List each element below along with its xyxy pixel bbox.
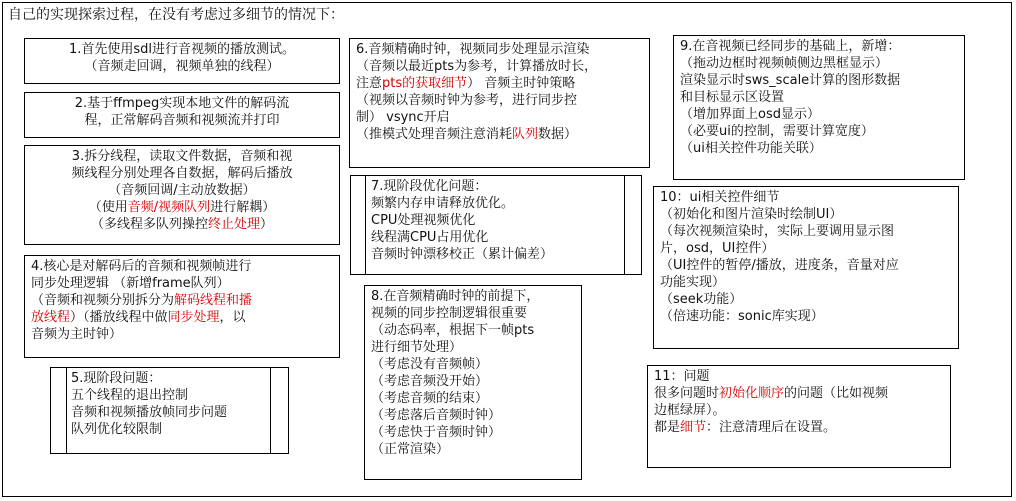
box-line	[371, 246, 635, 263]
box-line	[660, 308, 952, 325]
box-line	[31, 216, 333, 233]
body-text: 6.音频精确时钟，视频同步处理显示渲染	[356, 42, 590, 57]
body-text: ）（播放线程中做	[70, 310, 168, 325]
box-line	[654, 419, 944, 436]
box-line	[356, 109, 643, 126]
box-line	[31, 326, 333, 343]
box-line	[371, 212, 635, 229]
body-text: 音频和视频播放帧同步问题	[71, 405, 228, 420]
box-line	[371, 229, 635, 246]
step-9-box	[673, 35, 965, 180]
body-text: 进行解耦）	[210, 200, 276, 215]
body-text: 7.现阶段优化问题：	[371, 179, 488, 194]
box-line	[31, 199, 333, 216]
body-text: （音频走回调，视频单独的线程）	[84, 59, 280, 74]
body-text: 很多问题时	[654, 386, 720, 401]
body-text: （UI控件的暂停/播放，进度条，音量对应	[660, 258, 899, 273]
body-text: 都是	[654, 420, 681, 435]
box-line	[356, 92, 643, 109]
box-line	[31, 182, 333, 199]
box-line	[371, 322, 575, 339]
body-text: 频线程分别处理各自数据，解码后播放	[71, 166, 293, 181]
body-text: 11：问题	[654, 369, 710, 384]
box-line	[660, 189, 952, 206]
body-text: （考虑音频没开始）	[371, 374, 489, 389]
highlight-text: 终止处理	[207, 217, 260, 232]
page-title: 自己的实现探索过程，在没有考虑过多细节的情况下：	[8, 7, 344, 23]
highlight-text: pts的获取细节	[382, 76, 468, 91]
step-5-box	[50, 367, 289, 454]
box-line	[31, 112, 333, 129]
body-text: ） 音频主时钟策略	[467, 76, 576, 91]
body-text: 频繁内存申请释放优化。	[371, 196, 515, 211]
body-text: 队列优化较限制	[71, 422, 163, 437]
highlight-text: 音频/视频队列	[127, 200, 211, 215]
step-11-box	[647, 365, 951, 468]
body-text: 制） vsync开启	[356, 110, 450, 125]
body-text: 片，osd，UI控件）	[660, 241, 775, 256]
body-text: 4.核心是对解码后的音频和视频帧进行	[31, 259, 252, 274]
step-5-right-bar	[270, 367, 271, 454]
body-text: （增加界面上osd显示）	[680, 107, 820, 122]
body-text: （考虑快于音频时钟）	[371, 425, 502, 440]
box-line	[71, 387, 282, 404]
box-line	[371, 288, 575, 305]
body-text: （初始化和图片渲染时绘制UI）	[660, 207, 843, 222]
body-text: （考虑音频的结束）	[371, 391, 489, 406]
body-text: ）	[260, 217, 274, 232]
box-line	[31, 309, 333, 326]
highlight-text: 队列	[512, 127, 539, 142]
box-line	[680, 106, 958, 123]
body-text: （多线程多队列操控	[90, 217, 208, 232]
box-line	[71, 404, 282, 421]
box-line	[371, 373, 575, 390]
box-line	[31, 165, 333, 182]
box-line	[660, 206, 952, 223]
box-line	[654, 385, 944, 402]
box-line	[371, 356, 575, 373]
box-line	[680, 72, 958, 89]
body-text: （拖动边框时视频帧侧边黑框显示）	[680, 56, 889, 71]
box-line	[660, 291, 952, 308]
body-text: 进行细节处理）	[371, 340, 463, 355]
body-text: 10：ui相关控件细节	[660, 190, 780, 205]
box-line	[371, 407, 575, 424]
step-2-box	[24, 92, 340, 138]
step-3-box	[24, 145, 340, 245]
box-line	[371, 441, 575, 458]
box-line	[371, 390, 575, 407]
box-line	[356, 126, 643, 143]
box-line	[31, 95, 333, 112]
body-text: （ui相关控件功能关联）	[680, 141, 822, 156]
step-7-left-bar	[365, 175, 366, 275]
box-line	[680, 55, 958, 72]
step-4-box	[24, 255, 340, 358]
box-line	[71, 421, 282, 438]
body-text: 视频的同步控制逻辑很重要	[371, 306, 528, 321]
body-text: 9.在音视频已经同步的基础上，新增：	[680, 39, 901, 54]
body-text: 功能实现）	[660, 275, 726, 290]
box-line	[680, 89, 958, 106]
step-5-left-bar	[66, 367, 67, 454]
box-line	[680, 123, 958, 140]
body-text: 8.在音频精确时钟的前提下，	[371, 289, 540, 304]
body-text: 和目标显示区设置	[680, 90, 785, 105]
box-line	[356, 41, 643, 58]
body-text: （动态码率，根据下一帧pts	[371, 323, 535, 338]
body-text: 2.基于ffmpeg实现本地文件的解码流	[74, 96, 290, 111]
box-line	[654, 368, 944, 385]
box-line	[654, 402, 944, 419]
body-text: 5.现阶段问题：	[71, 371, 162, 386]
body-text: CPU处理视频优化	[371, 213, 476, 228]
box-line	[371, 195, 635, 212]
body-text: （视频以音频时钟为参考，进行同步控	[356, 93, 578, 108]
box-line	[356, 58, 643, 75]
body-text: ：注意清理后在设置。	[706, 420, 837, 435]
body-text: 音频为主时钟）	[31, 327, 123, 342]
highlight-text: 细节	[680, 420, 707, 435]
highlight-text: 解码线程和播	[174, 293, 253, 308]
step-10-box	[653, 186, 959, 349]
highlight-text: 放线程	[31, 310, 71, 325]
box-line	[31, 275, 333, 292]
box-line	[31, 258, 333, 275]
step-1-box	[24, 38, 340, 84]
body-text: （倍速功能：sonic库实现）	[660, 309, 824, 324]
box-line	[660, 223, 952, 240]
body-text: 渲染显示时sws_scale计算的图形数据	[680, 73, 901, 88]
box-line	[371, 305, 575, 322]
box-line	[31, 58, 333, 75]
body-text: 程，正常解码音频和视频流并打印	[84, 113, 280, 128]
step-6-box	[349, 38, 650, 168]
body-text: 五个线程的退出控制	[71, 388, 189, 403]
body-text: （推模式处理音频注意消耗	[356, 127, 513, 142]
body-text: （音频回调/主动放数据）	[108, 183, 256, 198]
body-text: 的问题（比如视频	[784, 386, 889, 401]
box-line	[371, 339, 575, 356]
body-text: 3.拆分线程，读取文件数据，音频和视	[71, 149, 293, 164]
body-text: （必要ui的控制，需要计算宽度）	[680, 124, 874, 139]
body-text: 同步处理逻辑 （新增frame队列）	[31, 276, 230, 291]
body-text: 线程满CPU占用优化	[371, 230, 489, 245]
box-line	[660, 274, 952, 291]
box-line	[680, 38, 958, 55]
body-text: 1.首先使用sdl进行音视频的播放测试。	[68, 42, 296, 57]
body-text: （音频和视频分别拆分为	[31, 293, 175, 308]
body-text: （seek功能）	[660, 292, 743, 307]
box-line	[71, 370, 282, 387]
highlight-text: 同步处理	[167, 310, 220, 325]
body-text: 注意	[356, 76, 383, 91]
step-8-box	[364, 285, 582, 480]
body-text: （每次视频渲染时，实际上要调用显示图	[660, 224, 895, 239]
box-line	[371, 178, 635, 195]
body-text: 音频时钟漂移校正（累计偏差）	[371, 247, 554, 262]
step-7-right-bar	[624, 175, 625, 275]
body-text: （正常渲染）	[371, 442, 450, 457]
box-line	[31, 292, 333, 309]
body-text: 边框绿屏）。	[654, 403, 726, 418]
box-line	[680, 140, 958, 157]
body-text: （考虑落后音频时钟）	[371, 408, 502, 423]
box-line	[660, 240, 952, 257]
box-line	[371, 424, 575, 441]
body-text: （使用	[88, 200, 128, 215]
body-text: （音频以最近pts为参考，计算播放时长，	[356, 59, 598, 74]
body-text: （考虑没有音频帧）	[371, 357, 489, 372]
box-line	[660, 257, 952, 274]
body-text: ，以	[219, 310, 246, 325]
highlight-text: 初始化顺序	[719, 386, 785, 401]
body-text: 数据）	[538, 127, 578, 142]
box-line	[356, 75, 643, 92]
box-line	[31, 148, 333, 165]
step-7-box	[350, 175, 642, 275]
box-line	[31, 41, 333, 58]
